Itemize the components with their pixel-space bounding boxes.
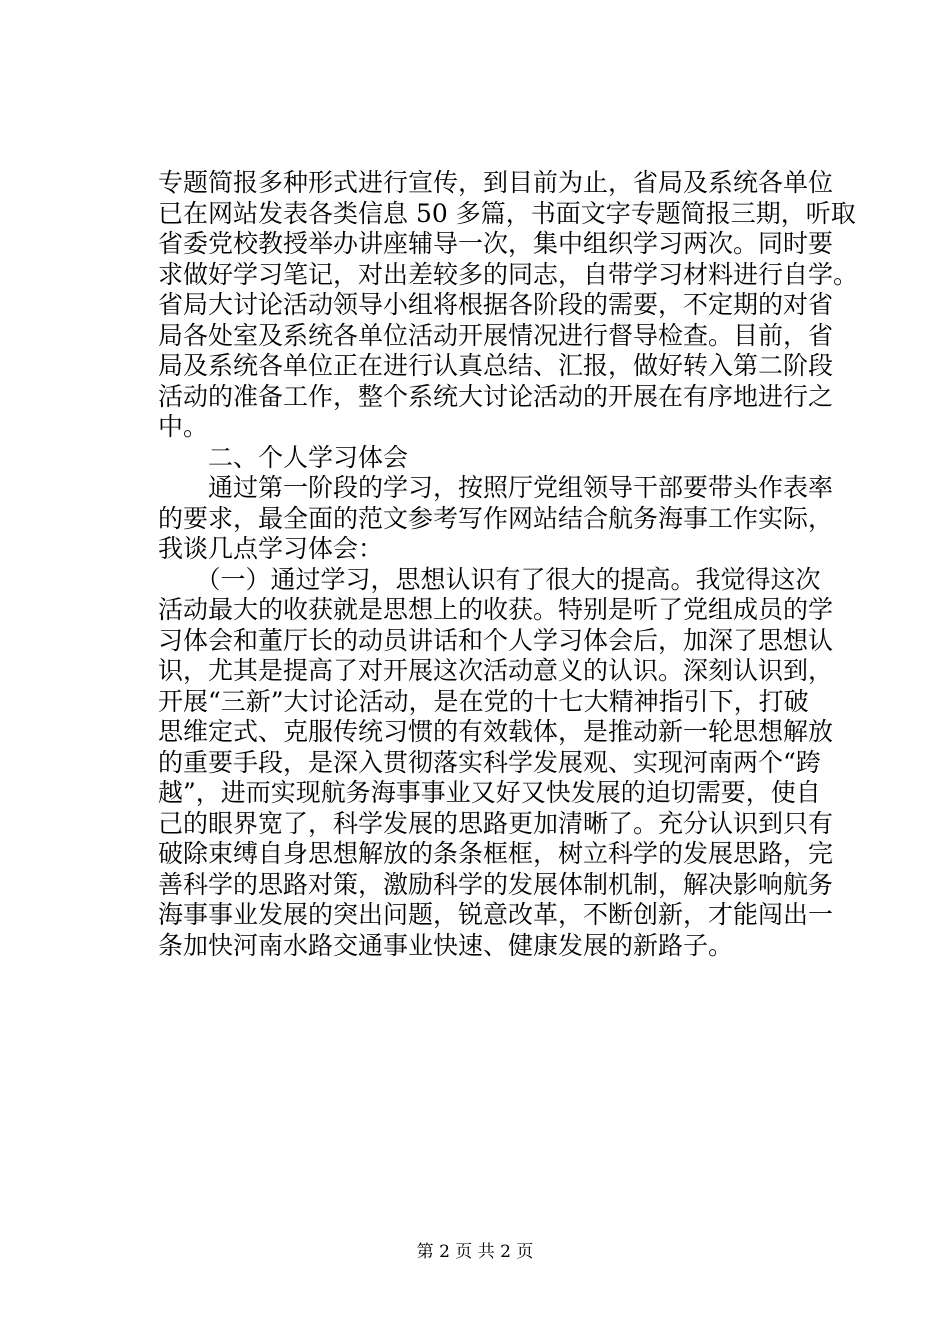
document-body xyxy=(158,168,858,961)
text-line-15: 活动最大的收获就是思想上的收获。特别是听了党组成员的学 xyxy=(158,595,834,624)
text-line-1: 专题简报多种形式进行宣传，到目前为止，省局及系统各单位 xyxy=(158,168,834,197)
text-line-9: 中。 xyxy=(158,412,209,441)
text-line-23: 破除束缚自身思想解放的条条框框，树立科学的发展思路，完 xyxy=(158,839,834,868)
section-heading: 二、个人学习体会 xyxy=(158,442,409,472)
text-line-17: 识，尤其是提高了对开展这次活动意义的认识。深刻认识到， xyxy=(158,656,834,685)
text-line-16: 习体会和董厅长的动员讲话和个人学习体会后，加深了思想认 xyxy=(158,625,834,655)
text-line-18: 开展“三新”大讨论活动，是在党的十七大精神指引下，打破 xyxy=(158,686,809,716)
text-line-11: 通过第一阶段的学习，按照厅党组领导干部要带头作表率 xyxy=(158,473,834,502)
text-line-3: 省委党校教授举办讲座辅导一次，集中组织学习两次。同时要 xyxy=(158,229,834,258)
text-line-5: 省局大讨论活动领导小组将根据各阶段的需要，不定期的对省 xyxy=(158,290,834,319)
text-line-19: 思维定式、克服传统习惯的有效载体，是推动新一轮思想解放 xyxy=(158,717,834,746)
text-line-20: 的重要手段，是深入贯彻落实科学发展观、实现河南两个“跨 xyxy=(158,747,821,777)
text-line-8: 活动的准备工作，整个系统大讨论活动的开展在有序地进行之 xyxy=(158,381,834,411)
text-line-14: （一）通过学习，思想认识有了很大的提高。我觉得这次 xyxy=(158,564,821,594)
page-number: 第 2 页 共 2 页 xyxy=(416,1242,534,1262)
text-line-12: 的要求，最全面的范文参考写作网站结合航务海事工作实际， xyxy=(158,503,834,533)
text-line-22: 己的眼界宽了，科学发展的思路更加清晰了。充分认识到只有 xyxy=(158,808,834,838)
page-footer xyxy=(0,1242,950,1262)
text-line-4: 求做好学习笔记，对出差较多的同志，自带学习材料进行自学。 xyxy=(158,259,859,289)
text-line-7: 局及系统各单位正在进行认真总结、汇报，做好转入第二阶段 xyxy=(158,351,834,380)
text-line-21: 越”，进而实现航务海事事业又好又快发展的迫切需要，使自 xyxy=(158,778,821,807)
text-line-6: 局各处室及系统各单位活动开展情况进行督导检查。目前，省 xyxy=(158,320,834,350)
text-line-24: 善科学的思路对策，激励科学的发展体制机制，解决影响航务 xyxy=(158,869,834,899)
text-line-26: 条加快河南水路交通事业快速、健康发展的新路子。 xyxy=(158,930,734,960)
text-line-13: 我谈几点学习体会： xyxy=(158,534,384,563)
text-line-2: 已在网站发表各类信息 50 多篇，书面文字专题简报三期，听取 xyxy=(158,198,856,228)
text-line-25: 海事事业发展的突出问题，锐意改革，不断创新，才能闯出一 xyxy=(158,900,834,929)
